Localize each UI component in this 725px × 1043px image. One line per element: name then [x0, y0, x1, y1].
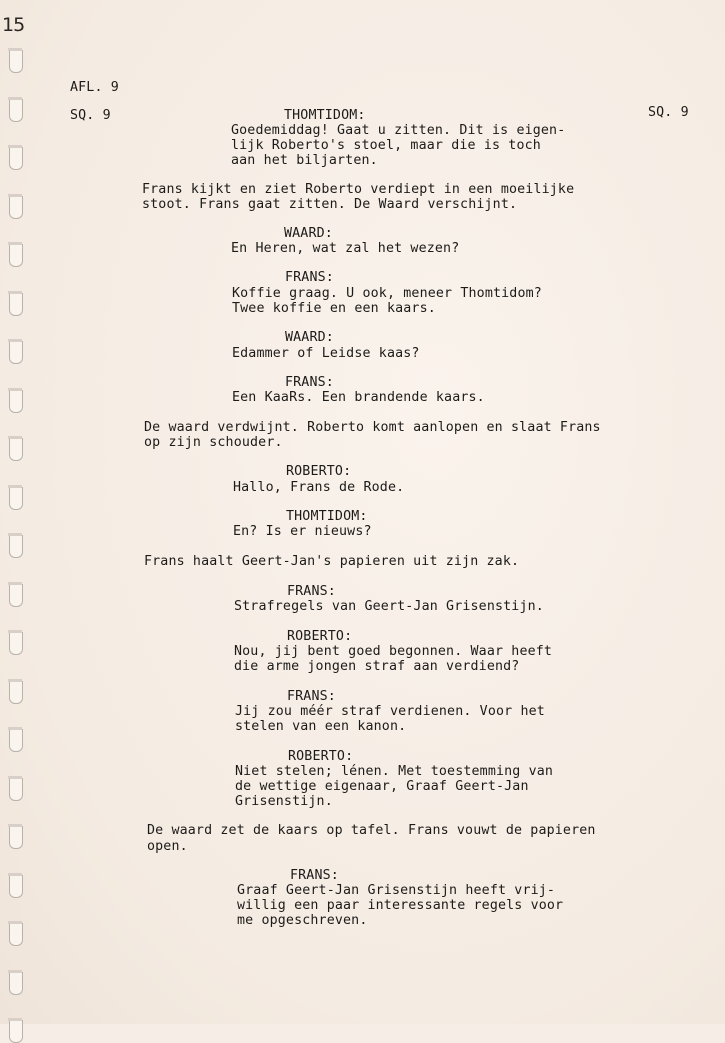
dialogue-line: Hallo, Frans de Rode. [233, 480, 405, 495]
binder-hole [9, 438, 23, 461]
dialogue-line: stelen van een kanon. [235, 719, 407, 734]
binder-hole [9, 632, 23, 655]
dialogue-line: lijk Roberto's stoel, maar die is toch [231, 138, 541, 153]
action-line: stoot. Frans gaat zitten. De Waard verschijnt. [142, 197, 518, 212]
dialogue-line: Jij zou méér straf verdienen. Voor het [235, 704, 545, 719]
binder-hole [9, 1020, 23, 1043]
binder-hole [9, 875, 23, 898]
dialogue-line: Twee koffie en een kaars. [232, 301, 436, 316]
action-line: open. [147, 839, 188, 854]
binder-hole [9, 681, 23, 704]
character-cue: FRANS: [287, 584, 336, 599]
dialogue-line: me opgeschreven. [237, 913, 368, 928]
dialogue-line: Strafregels van Geert-Jan Grisenstijn. [234, 599, 544, 614]
binder-hole [9, 826, 23, 849]
binder-hole [9, 50, 23, 73]
binder-hole [9, 390, 23, 413]
binder-hole [9, 584, 23, 607]
binder-hole [9, 244, 23, 267]
dialogue-line: Grisenstijn. [235, 794, 333, 809]
dialogue-line: de wettige eigenaar, Graaf Geert-Jan [235, 779, 529, 794]
character-cue: ROBERTO: [286, 464, 352, 479]
dialogue-line: Nou, jij bent goed begonnen. Waar heeft [234, 644, 553, 659]
handwritten-page-number: 15 [2, 14, 25, 36]
binder-hole [9, 729, 23, 752]
dialogue-line: Goedemiddag! Gaat u zitten. Dit is eigen- [231, 123, 566, 138]
dialogue-line: En Heren, wat zal het wezen? [231, 241, 460, 256]
binder-holes [0, 0, 32, 1024]
character-cue: FRANS: [287, 689, 336, 704]
action-line: op zijn schouder. [144, 435, 283, 450]
dialogue-line: Koffie graag. U ook, meneer Thomtidom? [232, 286, 542, 301]
dialogue-line: willig een paar interessante regels voor [237, 898, 564, 913]
binder-hole [9, 535, 23, 558]
binder-hole [9, 972, 23, 995]
dialogue-line: Graaf Geert-Jan Grisenstijn heeft vrij- [237, 883, 556, 898]
action-line: Frans kijkt en ziet Roberto verdiept in een moeilijke [142, 182, 575, 197]
character-cue: FRANS: [290, 868, 339, 883]
sequence-label-left: SQ. 9 [70, 108, 111, 123]
character-cue: WAARD: [285, 330, 334, 345]
dialogue-line: En? Is er nieuws? [233, 524, 372, 539]
binder-hole [9, 147, 23, 170]
binder-hole [9, 293, 23, 316]
episode-label: AFL. 9 [70, 80, 119, 95]
binder-hole [9, 778, 23, 801]
binder-hole [9, 341, 23, 364]
binder-hole [9, 923, 23, 946]
dialogue-line: Een KaaRs. Een brandende kaars. [232, 390, 485, 405]
character-cue: THOMTIDOM: [286, 509, 368, 524]
action-line: Frans haalt Geert-Jan's papieren uit zijn zak. [144, 554, 520, 569]
dialogue-line: die arme jongen straf aan verdiend? [234, 659, 520, 674]
dialogue-line: Edammer of Leidse kaas? [232, 346, 420, 361]
binder-hole [9, 196, 23, 219]
character-cue: FRANS: [285, 375, 334, 390]
sequence-label-right: SQ. 9 [648, 105, 689, 120]
action-line: De waard verdwijnt. Roberto komt aanlopen en slaat Frans [144, 420, 601, 435]
character-cue: WAARD: [284, 226, 333, 241]
character-cue: THOMTIDOM: [284, 108, 366, 123]
action-line: De waard zet de kaars op tafel. Frans vouwt de papieren [147, 823, 596, 838]
dialogue-line: Niet stelen; lénen. Met toestemming van [235, 764, 554, 779]
binder-hole [9, 487, 23, 510]
binder-hole [9, 99, 23, 122]
character-cue: ROBERTO: [288, 749, 354, 764]
dialogue-line: aan het biljarten. [231, 153, 378, 168]
character-cue: FRANS: [285, 270, 334, 285]
character-cue: ROBERTO: [287, 629, 353, 644]
